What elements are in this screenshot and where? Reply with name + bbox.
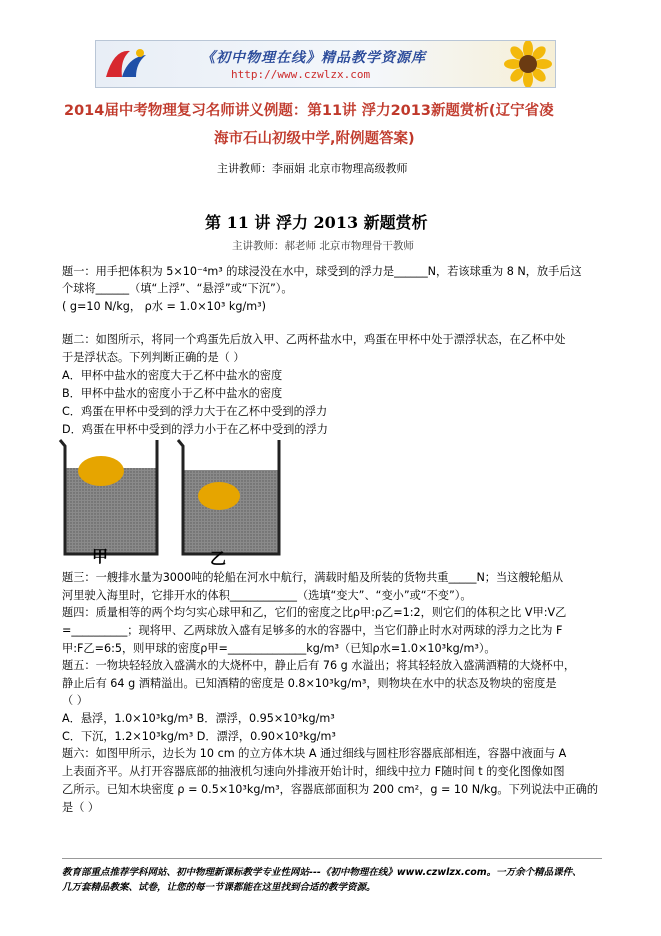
q1-line2: 个球将______（填“上浮”、“悬浮”或“下沉”）。	[62, 282, 293, 295]
q2-line1: 题二：如图所示，将同一个鸡蛋先后放入甲、乙两杯盐水中，鸡蛋在甲杯中处于漂浮状态，在乙杯中处	[62, 333, 566, 346]
egg-suspended	[198, 482, 240, 510]
q5-line3: （ ）	[62, 694, 88, 707]
q6-line4: 是（ ）	[62, 801, 100, 814]
doc-title-line1: 2014届中考物理复习名师讲义例题：第11讲 浮力2013新题赏析(辽宁省凌	[64, 103, 554, 119]
q2-option-b: B．甲杯中盐水的密度小于乙杯中盐水的密度	[62, 387, 283, 400]
q5-options-ab: A．悬浮，1.0×10³kg/m³ B．漂浮，0.95×10³kg/m³	[62, 712, 335, 725]
q3-line1: 题三：一艘排水量为3000吨的轮船在河水中航行，满载时船及所装的货物共重_____N；当这艘轮船从	[62, 571, 564, 584]
q5-line2: 静止后有 64 g 酒精溢出。已知酒精的密度是 0.8×10³kg/m³，则物块在水中的状态及物块的密度是	[62, 677, 557, 690]
banner-url[interactable]: http://www.czwlzx.com	[231, 68, 371, 81]
banner-title: 《初中物理在线》精品教学资源库	[201, 50, 426, 66]
egg-floating	[78, 456, 124, 486]
footer-divider	[62, 858, 602, 859]
q1-line1: 题一：用手把体积为 5×10⁻⁴m³ 的球浸没在水中，球受到的浮力是______N，若该球重为 8 N，放手后这	[62, 265, 582, 278]
footer-line1: 教育部重点推荐学科网站、初中物理新课标教学专业性网站---《初中物理在线》www.czwlzx.com。一万余个精品课件、	[62, 867, 582, 878]
q4-line3: 甲:F乙=6:5，则甲球的密度ρ甲=______________kg/m³（已知ρ水=1.0×10³kg/m³）。	[62, 642, 496, 655]
q6-line3: 乙所示。已知木块密度 ρ = 0.5×10³kg/m³，容器底部面积为 200 cm²，g = 10 N/kg。下列说法中正确的	[62, 783, 599, 796]
label-yi: 乙	[210, 549, 227, 568]
q4-line1: 题四：质量相等的两个均匀实心球甲和乙，它们的密度之比ρ甲:ρ乙=1:2，则它们的体积之比 V甲:V乙	[62, 606, 567, 619]
q1-line3: ( g=10 N/kg， ρ水 = 1.0×10³ kg/m³)	[62, 300, 266, 313]
q3-line2: 河里驶入海里时，它排开水的体积____________（选填“变大”、“变小”或“不变”）。	[62, 589, 472, 602]
beaker-jia	[60, 440, 157, 554]
section-heading: 第 11 讲 浮力 2013 新题赏析	[205, 213, 428, 232]
doc-lecturer: 主讲教师：李丽娟 北京市物理高级教师	[217, 162, 408, 175]
beaker-yi	[178, 440, 279, 554]
section-lecturer: 主讲教师：郝老师 北京市物理骨干教师	[232, 240, 414, 252]
q6-line1: 题六：如图甲所示，边长为 10 cm 的立方体木块 A 通过细线与圆柱形容器底部相连，容器中液面与 A	[62, 747, 567, 760]
beaker-figure	[58, 438, 298, 560]
q2-option-d: D．鸡蛋在甲杯中受到的浮力小于在乙杯中受到的浮力	[62, 423, 328, 436]
footer-line2: 几万套精品教案、试卷，让您的每一节课都能在这里找到合适的教学资源。	[62, 882, 376, 893]
banner	[95, 40, 556, 88]
sunflower-icon	[488, 41, 554, 87]
q4-line2: =__________；现将甲、乙两球放入盛有足够多的水的容器中，当它们静止时水对两球的浮力之比为 F	[62, 624, 563, 637]
q2-option-a: A．甲杯中盐水的密度大于乙杯中盐水的密度	[62, 369, 283, 382]
logo-icon	[100, 45, 152, 83]
q2-option-c: C．鸡蛋在甲杯中受到的浮力大于在乙杯中受到的浮力	[62, 405, 328, 418]
doc-title-line2: 海市石山初级中学,附例题答案)	[214, 131, 415, 147]
q6-line2: 上表面齐平。从打开容器底部的抽液机匀速向外排液开始计时，细线中拉力 F随时间 t 的变化图像如图	[62, 765, 565, 778]
label-jia: 甲	[92, 547, 109, 566]
q5-options-cd: C．下沉，1.2×10³kg/m³ D．漂浮，0.90×10³kg/m³	[62, 730, 336, 743]
q2-line2: 于是浮状态。下列判断正确的是（ ）	[62, 351, 245, 364]
q5-line1: 题五：一物块轻轻放入盛满水的大烧杯中，静止后有 76 g 水溢出；将其轻轻放入盛满酒精的大烧杯中，	[62, 659, 576, 672]
